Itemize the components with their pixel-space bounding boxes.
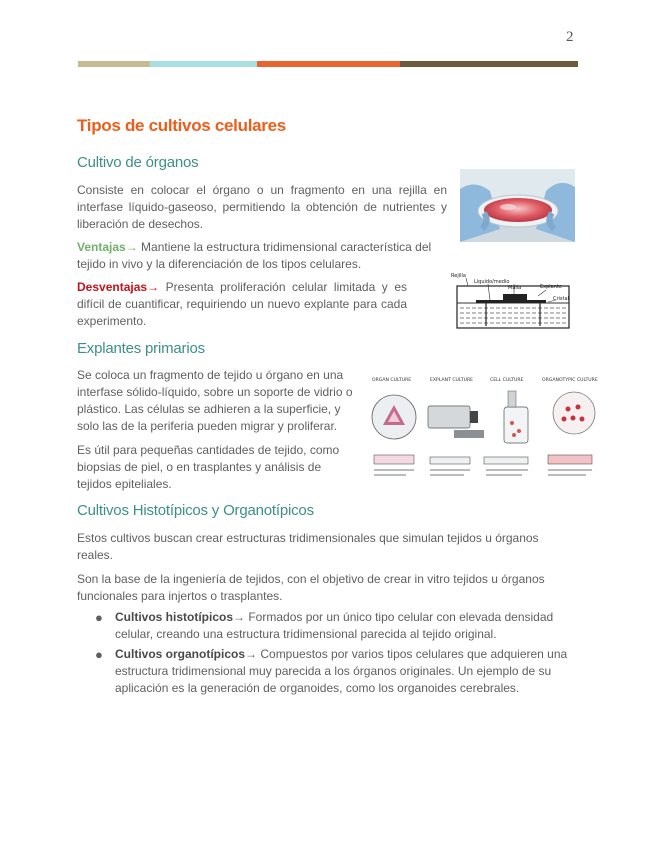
organos-paragraph: Consiste en colocar el órgano o un fragmento en una rejilla en interfase líquido-gaseoso, permitiendo la obtención de nutrientes y liberación de desechos.	[77, 183, 447, 231]
culture-types-figure	[368, 373, 606, 491]
culture-types-list	[77, 609, 577, 700]
bullet-icon: ●	[95, 610, 103, 625]
page-number: 2	[566, 29, 574, 45]
diagram-label-rejilla: Rejilla	[451, 273, 466, 279]
section-heading-histo: Cultivos Histotípicos y Organotípicos	[77, 502, 314, 519]
figure-header-cell: CELL CULTURE	[490, 378, 524, 383]
list-item-label: Cultivos histotípicos	[115, 610, 234, 624]
figure-header-explant: EXPLANT CULTURE	[430, 378, 474, 383]
desventajas-text: Presenta proliferación celular limitada y es difícil de cuantificar, requiriendo un nuevo explante para cada experimento.	[77, 280, 407, 328]
diagram-label-liquido: Líquido/medio	[474, 279, 510, 285]
color-bar-segment-3	[257, 61, 400, 67]
ventajas-paragraph	[77, 239, 449, 273]
list-item-arrow: →	[245, 647, 258, 661]
ventajas-text: Mantiene la estructura tridimensional característica del tejido in vivo y la diferenciación de los tipos celulares.	[77, 240, 432, 271]
diagram-label-cristal: Cristal	[553, 296, 569, 302]
color-bar-segment-2	[150, 61, 257, 67]
desventajas-paragraph	[77, 279, 407, 330]
organ-culture-diagram	[448, 270, 578, 332]
histo-paragraph-1: Estos cultivos buscan crear estructuras tridimensionales que simulan tejidos u órganos reales.	[77, 531, 539, 562]
figure-header-organotypic: ORGANOTYPIC CULTURE	[542, 378, 598, 383]
list-item	[77, 646, 577, 697]
list-item-text: Formados por un único tipo celular con elevada densidad celular, creando una estructura tridimensional parecida al tejido original.	[115, 610, 554, 641]
header-color-bar	[78, 61, 578, 67]
ventajas-arrow: →	[125, 240, 138, 254]
histo-paragraph-2: Son la base de la ingeniería de tejidos, con el objetivo de crear in vitro tejidos u órganos funcionales para injertos o trasplantes.	[77, 572, 545, 603]
list-item-arrow: →	[233, 610, 246, 624]
explantes-paragraph-1: Se coloca un fragmento de tejido u órgano en una interfase sólido-líquido, sobre un soporte de vidrio o plástico. Las células se adhieren a la superficie, y solo las de la periferia pueden migrar y proliferar.	[77, 368, 353, 433]
list-item-text: Compuestos por varios tipos celulares que adquieren una estructura tridimensional muy parecida a los órganos originales. Un ejemplo de su aplicación es la generación de organoides, como los organoides cerebrales.	[115, 647, 568, 695]
color-bar-segment-1	[78, 61, 150, 67]
diagram-label-malla: Malla	[508, 285, 522, 291]
diagram-label-explante: Explante	[540, 284, 562, 290]
color-bar-segment-4	[400, 61, 578, 67]
organ-culture-photo	[460, 169, 575, 242]
section-heading-organos: Cultivo de órganos	[77, 154, 199, 171]
figure-header-organ: ORGAN CULTURE	[372, 378, 412, 383]
list-item-label: Cultivos organotípicos	[115, 647, 246, 661]
explantes-paragraph-2: Es útil para pequeñas cantidades de tejido, como biopsias de piel, o en trasplantes y análisis de tejidos epiteliales.	[77, 443, 340, 491]
desventajas-label: Desventajas	[77, 280, 148, 294]
bullet-icon: ●	[95, 647, 103, 662]
desventajas-arrow: →	[147, 280, 160, 294]
ventajas-label: Ventajas	[77, 240, 126, 254]
section-heading-explantes: Explantes primarios	[77, 340, 205, 357]
list-item	[77, 609, 577, 643]
page-title: Tipos de cultivos celulares	[77, 116, 286, 135]
